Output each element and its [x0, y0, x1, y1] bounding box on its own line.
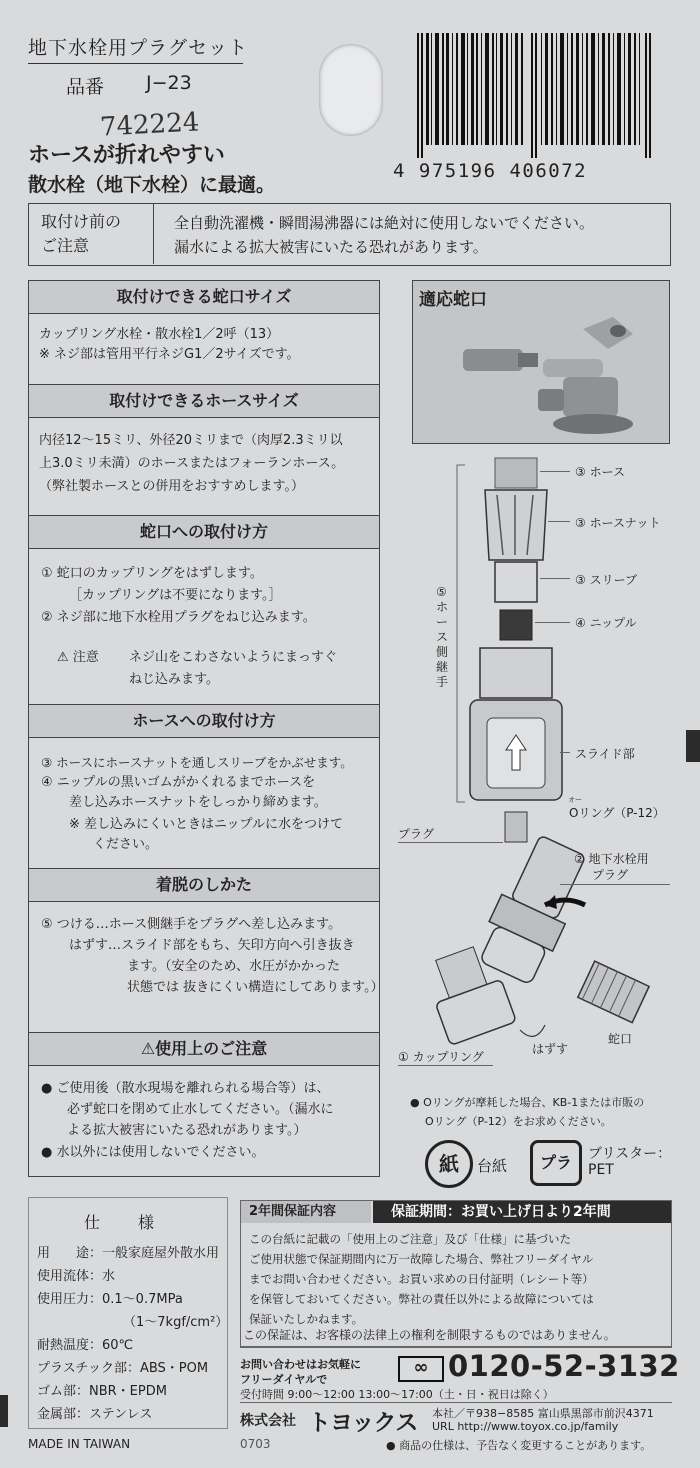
step-2: ② ネジ部に地下水栓用プラグをねじ込みます。: [41, 610, 316, 625]
contact-label-2: フリーダイヤルで: [240, 1373, 328, 1386]
label-sleeve: ③ スリーブ: [575, 573, 637, 587]
spec-title: 仕 様: [84, 1213, 157, 1232]
leader-line: [560, 752, 570, 753]
label-ug-plug-1: ② 地下水栓用: [574, 852, 649, 866]
divider: [28, 63, 243, 64]
spec-row: 使用圧力：0.1〜0.7MPa: [37, 1292, 183, 1307]
product-name: 地下水栓用プラグセット: [28, 37, 249, 59]
caution-bullet-2: ● 水以外には使用しないでください。: [41, 1145, 265, 1160]
connect-line-3: ます。（安全のため、水圧がかかった: [127, 959, 340, 974]
spec-row: 金属部：ステンレス: [37, 1407, 153, 1422]
spec-row: 耐熱温度：60℃: [37, 1338, 134, 1353]
origin-label: MADE IN TAIWAN: [28, 1437, 131, 1451]
section-title: 着脱のしかた: [29, 869, 379, 902]
connect-section: [28, 868, 384, 1033]
connect-line-4: 状態では 抜きにくい構造にしてあります。）: [127, 980, 384, 995]
label-plug: プラグ: [398, 827, 435, 841]
label-nipple: ④ ニップル: [575, 616, 637, 630]
connect-line-2: はずす…スライド部をもち、矢印方向へ引き抜き: [69, 938, 355, 953]
faucet-size-section: [28, 280, 380, 385]
faucet-image: [443, 309, 663, 439]
spec-row: プラスチック部：ABS・POM: [37, 1361, 209, 1376]
faucet-size-line-1: カップリング水栓・散水栓1／2呼（13）: [39, 327, 280, 342]
step-1-note: ［カップリングは不要になります。］: [69, 588, 282, 603]
hose-size-section: [28, 384, 380, 516]
caution-line-2: ねじ込みます。: [129, 672, 219, 687]
label-hose-nut: ③ ホースナット: [575, 516, 661, 530]
blister-label: ブリスター：: [588, 1146, 672, 1162]
label-hose-joint: ⑤ホース側継手: [436, 585, 449, 689]
spec-row: ゴム部：NBR・EPDM: [37, 1384, 167, 1399]
warranty-line-3: までお問い合わせください。お買い求めの日付証明（レシート等）: [249, 1272, 594, 1286]
blister-material: PET: [588, 1162, 614, 1178]
warranty-line-5: 保証いたしかねます。: [249, 1312, 364, 1326]
warranty-line-4: を保管しておいてください。弊社の責任以外による故障については: [249, 1292, 594, 1306]
warning-label: 取付け前の ご注意: [29, 204, 154, 264]
label-ug-plug-2: プラグ: [592, 868, 629, 882]
warranty-period: 保証期間：お買い上げ日より2年間: [373, 1201, 671, 1223]
paper-recycle-icon: [425, 1140, 473, 1188]
warning-line-1: 全自動洗濯機・瞬間湯沸器には絶対に使用しないでください。: [174, 214, 595, 232]
divider: [240, 1402, 672, 1403]
company-prefix: 株式会社: [240, 1413, 296, 1429]
caution-bullet-1-cont2: よる拡大被害にいたる恐れがあります。）: [67, 1123, 307, 1138]
spec-row: 使用流体：水: [37, 1269, 116, 1284]
hose-size-line-2: 上3.0ミリ未満）のホースまたはフォーランホース。: [39, 456, 345, 471]
step-4-cont: 差し込みホースナットをしっかり締めます。: [69, 795, 327, 810]
company-logo: トヨックス: [308, 1410, 418, 1436]
leader-line: [540, 471, 570, 472]
contact-hours: 受付時間 9:00〜12:00 13:00〜17:00（土・日・祝日は除く）: [240, 1388, 554, 1401]
warranty-tag: 2年間保証内容: [241, 1201, 371, 1223]
spec-list: [37, 1242, 227, 1426]
step-4-note: ※ 差し込みにくいときはニップルに水をつけて: [69, 817, 343, 832]
label-hose: ③ ホース: [575, 465, 625, 479]
faucet-attach-section: [28, 515, 380, 705]
model-number: J−23: [146, 72, 192, 94]
paper-mark: 紙: [439, 1152, 459, 1176]
pre-install-warning: [28, 203, 671, 266]
step-4-note-cont: ください。: [93, 837, 159, 852]
warranty-line-2: ご使用状態で保証期間内に万一故障した場合、弊社フリーダイヤル: [249, 1252, 594, 1266]
barcode: [415, 33, 665, 163]
hose-size-line-1: 内径12〜15ミリ、外径20ミリまで（肉厚2.3ミリ以: [39, 433, 343, 448]
hang-hole: [319, 44, 383, 136]
label-oring: Oリング（P-12）: [569, 806, 665, 820]
hose-attach-section: [28, 704, 380, 869]
assembly-diagram: [395, 450, 695, 1090]
label-remove: はずす: [532, 1042, 569, 1056]
label-oring-mark: オー: [568, 796, 582, 804]
leader-line: [540, 578, 570, 579]
headline-2: 散水栓（地下水栓）に最適。: [28, 174, 276, 196]
caution-line-1: ネジ山をこわさないようにまっすぐ: [129, 650, 338, 665]
label-slide: スライド部: [575, 747, 635, 761]
contact-label-1: お問い合わせはお気軽に: [240, 1358, 361, 1371]
print-code: 0703: [240, 1437, 271, 1451]
hose-size-line-3: （弊社製ホースとの併用をおすすめします。）: [39, 479, 304, 494]
section-title: 取付けできるホースサイズ: [29, 385, 379, 418]
handwritten-number: 742224: [99, 107, 200, 143]
spec-box: [28, 1197, 228, 1429]
label-coupling: ① カップリング: [398, 1050, 484, 1064]
caution-bullet-1-cont: 必ず蛇口を閉めて止水してください。（漏水に: [67, 1102, 334, 1117]
model-label: 品番: [66, 76, 105, 98]
caution-label: ⚠ 注意: [57, 650, 99, 665]
headline-1: ホースが折れやすい: [28, 143, 225, 168]
step-4: ④ ニップルの黒いゴムがかくれるまでホースを: [41, 775, 316, 790]
leader-line: [398, 842, 503, 843]
spec-row: 用 途：一般家庭屋外散水用: [37, 1246, 220, 1261]
faucet-photo: [412, 280, 670, 444]
warranty-line-1: この台紙に記載の「使用上のご注意」及び「仕様」に基づいた: [249, 1232, 571, 1246]
side-mark: [0, 1395, 8, 1427]
freedial-icon: ∞: [398, 1356, 444, 1382]
paper-label: 台紙: [477, 1157, 508, 1175]
side-mark: [686, 730, 700, 762]
company-url: URL http://www.toyox.co.jp/family: [432, 1420, 619, 1433]
leader-line: [548, 521, 570, 522]
oring-note-2: Oリング（P-12）をお求めください。: [425, 1115, 612, 1128]
label-faucet: 蛇口: [608, 1032, 633, 1046]
spec-change-notice: ● 商品の仕様は、予告なく変更することがあります。: [386, 1439, 652, 1452]
leader-line: [535, 622, 570, 623]
section-title: 蛇口への取付け方: [29, 516, 379, 549]
section-title: ホースへの取付け方: [29, 705, 379, 738]
usage-caution-section: [28, 1032, 380, 1177]
section-title: 取付けできる蛇口サイズ: [29, 281, 379, 314]
faucet-photo-title: 適応蛇口: [419, 290, 487, 310]
plastic-mark: プラ: [539, 1153, 572, 1172]
oring-note-1: ● Oリングが摩耗した場合、KB-1または市販の: [410, 1096, 645, 1109]
leader-line: [398, 1065, 493, 1066]
faucet-size-line-2: ※ ネジ部は管用平行ネジG1／2サイズです。: [39, 347, 300, 362]
spec-row: （1〜7kgf/cm²）: [123, 1315, 229, 1330]
warning-line-2: 漏水による拡大被害にいたる恐れがあります。: [174, 238, 488, 256]
barcode-number: 4 975196 406072: [393, 160, 588, 182]
phone-number: 0120-52-3132: [448, 1349, 680, 1383]
section-title: ⚠使用上のご注意: [29, 1033, 379, 1066]
leader-line: [560, 884, 670, 885]
caution-bullet-1: ● ご使用後（散水現場を離れられる場合等）は、: [41, 1081, 330, 1096]
divider: [240, 1346, 672, 1347]
company-address: 本社／〒938−8585 富山県黒部市前沢4371: [432, 1407, 654, 1420]
connect-line-1: ⑤ つける…ホース側継手をプラグへ差し込みます。: [41, 917, 342, 932]
plastic-recycle-icon: [530, 1140, 582, 1186]
warranty-legal: この保証は、お客様の法律上の権利を制限するものではありません。: [243, 1328, 616, 1342]
step-1: ① 蛇口のカップリングをはずします。: [41, 566, 263, 581]
step-3: ③ ホースにホースナットを通しスリーブをかぶせます。: [41, 755, 353, 770]
